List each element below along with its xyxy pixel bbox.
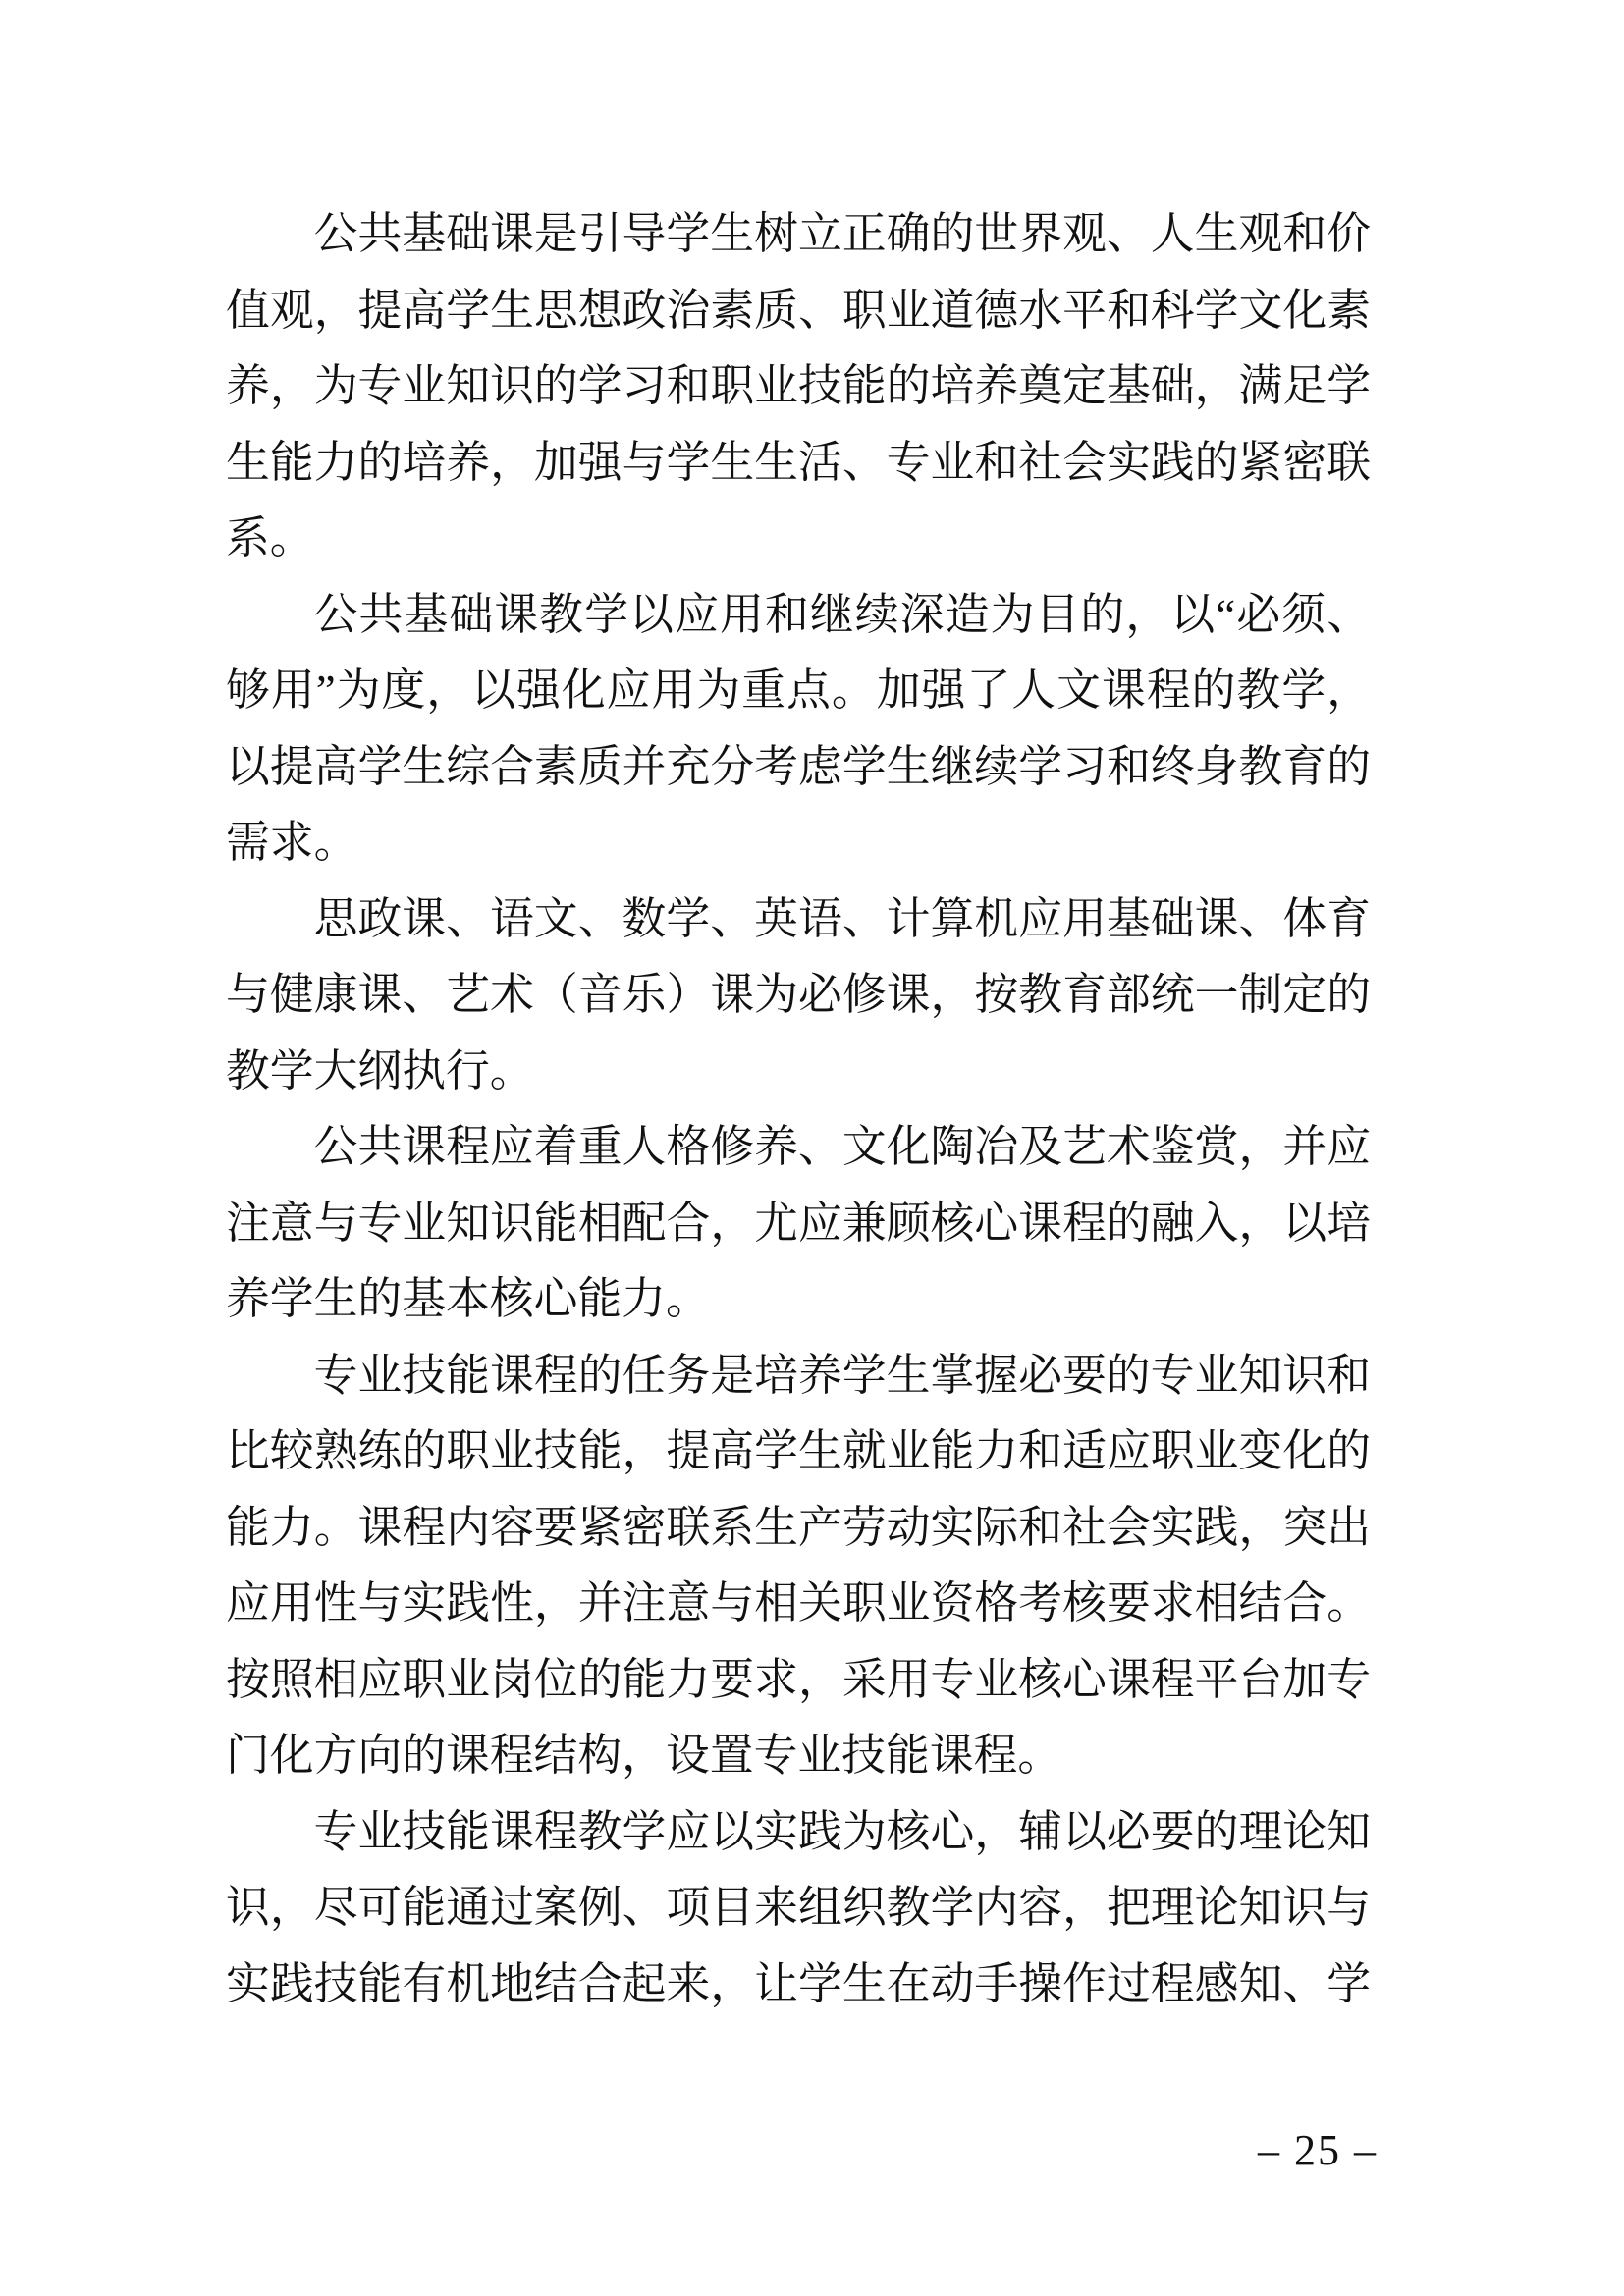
text-line: 实践技能有机地结合起来，让学生在动手操作过程感知、学: [226, 1958, 1371, 2008]
text-line: 教学大纲执行。: [226, 1045, 534, 1095]
paragraph: [226, 1338, 1371, 1794]
paragraph: [226, 1109, 1371, 1338]
text-line: 值观，提高学生思想政治素质、职业道德水平和科学文化素: [226, 285, 1371, 335]
text-line: 养学生的基本核心能力。: [226, 1274, 710, 1323]
text-line: 与健康课、艺术（音乐）课为必修课，按教育部统一制定的: [226, 970, 1371, 1019]
text-line: 公共基础课是引导学生树立正确的世界观、人生观和价: [313, 209, 1371, 258]
page-number: – 25 –: [1258, 2126, 1378, 2174]
text-line: 公共基础课教学以应用和继续深造为目的，以“必须、: [313, 589, 1371, 639]
text-line: 以提高学生综合素质并充分考虑学生继续学习和终身教育的: [226, 741, 1371, 791]
text-line: 公共课程应着重人格修养、文化陶冶及艺术鉴赏，并应: [313, 1122, 1371, 1171]
text-line: 专业技能课程教学应以实践为核心，辅以必要的理论知: [313, 1806, 1371, 1856]
text-line: 专业技能课程的任务是培养学生掌握必要的专业知识和: [313, 1350, 1371, 1400]
paragraph: [226, 577, 1371, 881]
text-line: 思政课、语文、数学、英语、计算机应用基础课、体育: [313, 893, 1371, 943]
text-line: 系。: [226, 513, 314, 562]
text-line: 门化方向的课程结构，设置专业技能课程。: [226, 1731, 1062, 1780]
text-line: 注意与专业知识能相配合，尤应兼顾核心课程的融入，以培: [226, 1198, 1371, 1248]
text-line: 能力。课程内容要紧密联系生产劳动实际和社会实践，突出: [226, 1502, 1371, 1552]
text-line: 识，尽可能通过案例、项目来组织教学内容，把理论知识与: [226, 1883, 1371, 1932]
text-line: 应用性与实践性，并注意与相关职业资格考核要求相结合。: [226, 1578, 1371, 1628]
paragraph: [226, 196, 1371, 577]
text-line: 生能力的培养，加强与学生生活、专业和社会实践的紧密联: [226, 437, 1371, 487]
text-line: 比较熟练的职业技能，提高学生就业能力和适应职业变化的: [226, 1426, 1371, 1475]
text-line: 按照相应职业岗位的能力要求，采用专业核心课程平台加专: [226, 1654, 1371, 1704]
paragraph: [226, 1794, 1371, 2023]
text-line: 够用”为度，以强化应用为重点。加强了人文课程的教学，: [226, 666, 1371, 715]
document-body: [226, 196, 1371, 2022]
paragraph: [226, 881, 1371, 1110]
text-line: 养，为专业知识的学习和职业技能的培养奠定基础，满足学: [226, 361, 1371, 410]
text-line: 需求。: [226, 818, 358, 867]
